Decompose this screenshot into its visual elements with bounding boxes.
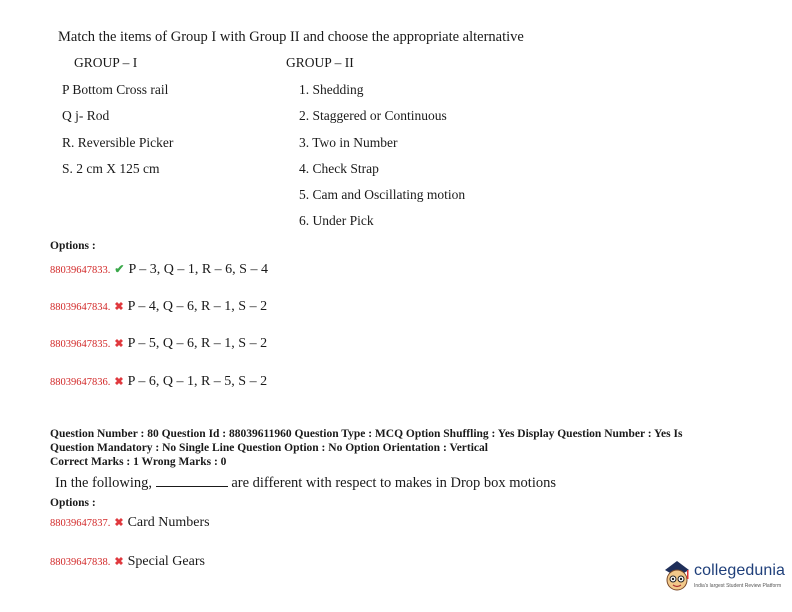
- cross-icon: ✖: [114, 338, 124, 350]
- prompt-before: In the following,: [55, 475, 153, 491]
- option-row[interactable]: [50, 334, 267, 352]
- question-meta: Question Mandatory : No Single Line Question Option : No Option Orientation : Vertical: [50, 442, 488, 454]
- option-row[interactable]: [50, 513, 210, 531]
- option-row[interactable]: [50, 297, 267, 315]
- group2-header: GROUP – II: [286, 55, 354, 70]
- group2-item: 1. Shedding: [299, 82, 364, 97]
- collegedunia-logo: [662, 556, 788, 596]
- option-id: 88039647836.: [50, 377, 111, 388]
- option-id: 88039647834.: [50, 302, 111, 313]
- group1-header: GROUP – I: [74, 55, 138, 70]
- question-marks: Correct Marks : 1 Wrong Marks : 0: [50, 456, 227, 468]
- option-text: P – 6, Q – 1, R – 5, S – 2: [127, 374, 268, 389]
- group2-item: 2. Staggered or Continuous: [299, 108, 447, 123]
- option-row[interactable]: [50, 260, 268, 278]
- brand-name: collegedunia: [694, 562, 786, 579]
- group1-item: S. 2 cm X 125 cm: [62, 161, 160, 176]
- option-text: Special Gears: [127, 554, 205, 569]
- group2-item: 6. Under Pick: [299, 213, 374, 228]
- group1-item: R. Reversible Picker: [62, 135, 174, 150]
- prompt-after: are different with respect to makes in Drop box motions: [231, 475, 557, 491]
- blank-line: [156, 475, 228, 487]
- cross-icon: ✖: [114, 517, 124, 529]
- question-prompt: Match the items of Group I with Group II and choose the appropriate alternative: [58, 29, 524, 45]
- options-label: Options :: [50, 240, 96, 252]
- option-text: Card Numbers: [127, 515, 210, 530]
- group2-item: 4. Check Strap: [299, 161, 379, 176]
- brand-tagline: India's largest Student Review Platform: [694, 583, 782, 589]
- cross-icon: ✖: [114, 301, 124, 313]
- option-id: 88039647835.: [50, 339, 111, 350]
- option-text: P – 5, Q – 6, R – 1, S – 2: [127, 336, 268, 351]
- option-id: 88039647837.: [50, 518, 111, 529]
- question-meta: Question Number : 80 Question Id : 88039611960 Question Type : MCQ Option Shuffling : Yes Display Question Number : Yes Is: [50, 428, 683, 440]
- mascot-icon: [662, 558, 692, 594]
- option-row[interactable]: [50, 552, 205, 570]
- option-id: 88039647838.: [50, 557, 111, 568]
- group2-item: 3. Two in Number: [299, 135, 398, 150]
- option-text: P – 4, Q – 6, R – 1, S – 2: [127, 299, 268, 314]
- option-id: 88039647833.: [50, 265, 111, 276]
- group1-item: P Bottom Cross rail: [62, 82, 169, 97]
- option-text: P – 3, Q – 1, R – 6, S – 4: [128, 262, 268, 277]
- checkmark-icon: ✔: [114, 262, 125, 276]
- option-row[interactable]: [50, 372, 267, 390]
- cross-icon: ✖: [114, 556, 124, 568]
- question-prompt: [55, 475, 556, 492]
- options-label: Options :: [50, 497, 96, 509]
- group1-item: Q j- Rod: [62, 108, 110, 123]
- cross-icon: ✖: [114, 376, 124, 388]
- group2-item: 5. Cam and Oscillating motion: [299, 187, 466, 202]
